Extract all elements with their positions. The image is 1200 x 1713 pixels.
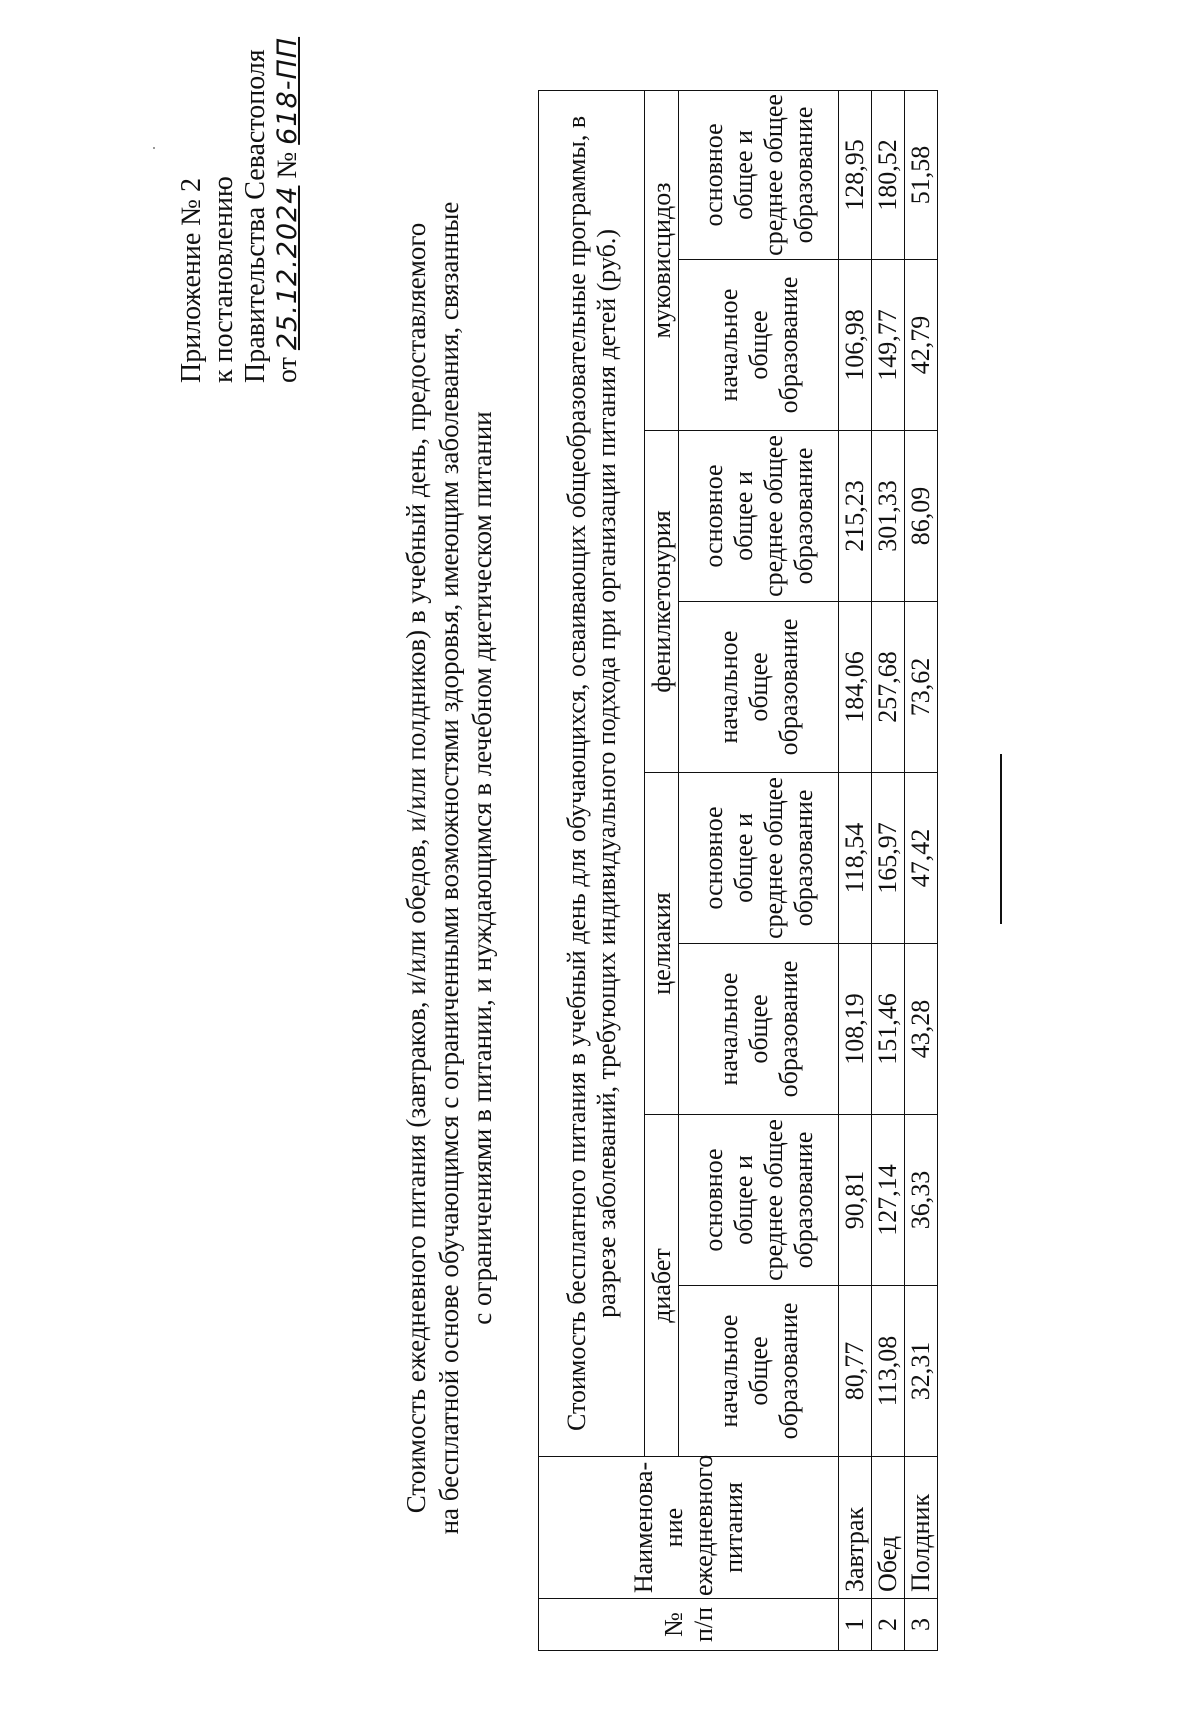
- subheader-secondary: основное общее и среднее общее образование: [679, 1115, 839, 1286]
- row-value: 32,31: [905, 1286, 938, 1457]
- row-value: 106,98: [839, 260, 872, 431]
- row-value: 73,62: [905, 602, 938, 773]
- cost-table: [538, 90, 938, 1651]
- row-value: 80,77: [839, 1286, 872, 1457]
- appendix-line-1: Приложение № 2: [176, 178, 207, 383]
- row-name: Полдник: [905, 1457, 938, 1599]
- row-value: 215,23: [839, 431, 872, 602]
- row-value: 165,97: [872, 773, 905, 944]
- subheader-primary: начальное общее образование: [679, 260, 839, 431]
- header-disease-cf: муковисцидоз: [645, 90, 679, 430]
- subheader-primary: начальное общее образование: [679, 1286, 839, 1457]
- appendix-date: 25.12.2024: [272, 185, 303, 351]
- subheader-primary: начальное общее образование: [679, 602, 839, 773]
- document-title: [400, 153, 499, 1583]
- row-value: 42,79: [905, 260, 938, 431]
- row-value: 108,19: [839, 944, 872, 1115]
- row-name: Завтрак: [839, 1457, 872, 1599]
- row-value: 151,46: [872, 944, 905, 1115]
- header-disease-diabetes: диабет: [645, 1115, 679, 1457]
- row-num: 3: [905, 1599, 938, 1651]
- appendix-from: от: [272, 357, 303, 383]
- table-row: [839, 90, 872, 1650]
- subheader-secondary: основное общее и среднее общее образование: [679, 90, 839, 259]
- row-num: 2: [872, 1599, 905, 1651]
- table-row: [872, 90, 905, 1650]
- title-line-1: Стоимость ежедневного питания (завтраков, и/или обедов, и/или полдников) в учебный день, предоставляемого: [401, 222, 431, 1514]
- row-value: 127,14: [872, 1115, 905, 1286]
- row-value: 301,33: [872, 431, 905, 602]
- end-divider: [1000, 754, 1002, 924]
- row-value: 86,09: [905, 431, 938, 602]
- header-name: Наименова-ние ежедневного питания: [539, 1457, 839, 1599]
- row-value: 90,81: [839, 1115, 872, 1286]
- row-value: 180,52: [872, 90, 905, 259]
- title-line-3: с ограничениями в питании, и нуждающимся в лечебном диетическом питании: [467, 411, 497, 1325]
- row-value: 257,68: [872, 602, 905, 773]
- row-value: 43,28: [905, 944, 938, 1115]
- appendix-number: 618-ПП: [272, 36, 303, 145]
- title-line-2: на бесплатной основе обучающимся с ограниченными возможностями здоровья, имеющим заболевания, связанные: [434, 201, 464, 1535]
- appendix-line-4: [272, 37, 304, 383]
- row-value: 51,58: [905, 90, 938, 259]
- row-value: 128,95: [839, 90, 872, 259]
- row-value: 47,42: [905, 773, 938, 944]
- row-num: 1: [839, 1599, 872, 1651]
- subheader-secondary: основное общее и среднее общее образование: [679, 431, 839, 602]
- subheader-secondary: основное общее и среднее общее образование: [679, 773, 839, 944]
- row-value: 149,77: [872, 260, 905, 431]
- table-row: [905, 90, 938, 1650]
- header-disease-celiac: целиакия: [645, 773, 679, 1115]
- appendix-line-2: к постановлению: [208, 176, 239, 383]
- header-disease-pku: фенилкетонурия: [645, 431, 679, 773]
- row-name: Обед: [872, 1457, 905, 1599]
- subheader-primary: начальное общее образование: [679, 944, 839, 1115]
- appendix-block: [176, 37, 304, 383]
- row-value: 184,06: [839, 602, 872, 773]
- row-value: 118,54: [839, 773, 872, 944]
- appendix-line-3: Правительства Севастополя: [240, 49, 271, 383]
- row-value: 113,08: [872, 1286, 905, 1457]
- appendix-number-sign: №: [272, 151, 303, 179]
- header-group: Стоимость бесплатного питания в учебный день для обучающихся, осваивающих общеобразовательные программы, в разрезе заболеваний, требующих индивидуального подхода при организации питания детей (руб.): [539, 90, 645, 1456]
- row-value: 36,33: [905, 1115, 938, 1286]
- header-num: № п/п: [539, 1599, 839, 1651]
